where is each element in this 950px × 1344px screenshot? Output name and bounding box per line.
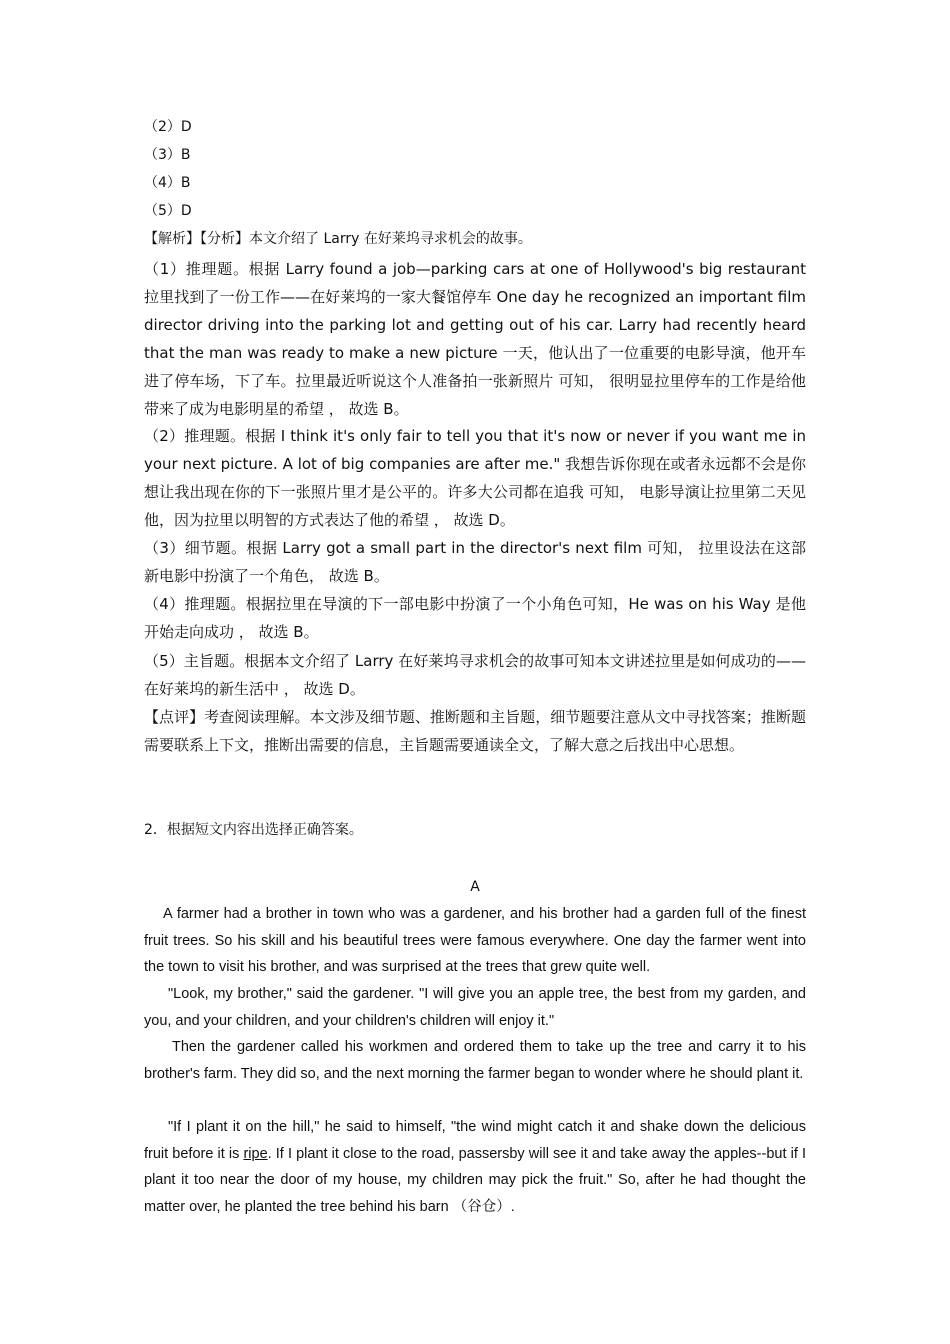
explanation-q4: （4）推理题。根据拉里在导演的下一部电影中扮演了一个小角色可知，He was on his Way 是他开始走向成功 ， 故选 B。 (144, 595, 806, 641)
passage-title: A (470, 879, 480, 895)
answer-2: （2）D (144, 119, 192, 135)
comment: 【点评】考查阅读理解。本文涉及细节题、推断题和主旨题，细节题要注意从文中寻找答案；推断题需要联系上下文，推断出需要的信息，主旨题需要通读全文，了解大意之后找出中心思想。 (144, 708, 806, 754)
explanation-q3: （3）细节题。根据 Larry got a small part in the director's next film 可知， 拉里设法在这部新电影中扮演了一个角色， 故选 B。 (144, 539, 806, 585)
passage-paragraph-2: "Look, my brother," said the gardener. "I will give you an apple tree, the best from my garden, and you, and your children, and your children's children will enjoy it." (144, 986, 806, 1029)
underlined-word-ripe: ripe (243, 1145, 268, 1162)
explanation-q1: （1）推理题。根据 Larry found a job—parking cars at one of Hollywood's big restaurant 拉里找到了一份工作——在好莱坞的一家大餐馆停车 One day he recognized an important film director driving into the parking lot and getting out of his car. Larry had recently heard that the man was ready to make a new picture 一天，他认出了一位重要的电影导演，他开车进了停车场，下了车。拉里最近听说这个人准备拍一张新照片 可知， 很明显拉里停车的工作是给他带来了成为电影明星的希望 ， 故选 B。 (144, 260, 806, 418)
answer-3: （3）B (144, 147, 191, 163)
passage-paragraph-4-start: "If I plant it on the hill," he said to himself, "the wind might catch it and shake down the delicious fruit before it is (144, 1119, 806, 1162)
passage-paragraph-1: A farmer had a brother in town who was a gardener, and his brother had a garden full of the finest fruit trees. So his skill and his beautiful trees were famous everywhere. One day the farmer went into the town to visit his brother, and was surprised at the trees that grew quite well. (144, 906, 806, 976)
passage-paragraph-4-end: . If I plant it close to the road, passersby will see it and take away the apples--but if I plant it too near the door of my house, my children may pick the fruit." So, after he had thought the matter over, he planted the tree behind his barn （谷仓）. (144, 1145, 806, 1215)
question-2-header: 2．根据短文内容出选择正确答案。 (144, 822, 363, 838)
passage-paragraph-3: Then the gardener called his workmen and ordered them to take up the tree and carry it to his brother's farm. They did so, and the next morning the farmer began to wonder where he should plant it. (144, 1039, 806, 1082)
answer-5: （5）D (144, 203, 192, 219)
passage-paragraph-4 (144, 1114, 806, 1220)
explanation-q2: （2）推理题。根据 I think it's only fair to tell you that it's now or never if you want me in your next picture. A lot of big companies are after me." 我想告诉你现在或者永远都不会是你想让我出现在你的下一张照片里才是公平的。许多大公司都在追我 可知， 电影导演让拉里第二天见他，因为拉里以明智的方式表达了他的希望 ， 故选 D。 (144, 427, 806, 529)
analysis-intro: 【解析】【分析】本文介绍了 Larry 在好莱坞寻求机会的故事。 (144, 231, 532, 247)
answer-4: （4）B (144, 175, 191, 191)
explanation-q5: （5）主旨题。根据本文介绍了 Larry 在好莱坞寻求机会的故事可知本文讲述拉里是如何成功的——在好莱坞的新生活中 ， 故选 D。 (144, 652, 806, 698)
